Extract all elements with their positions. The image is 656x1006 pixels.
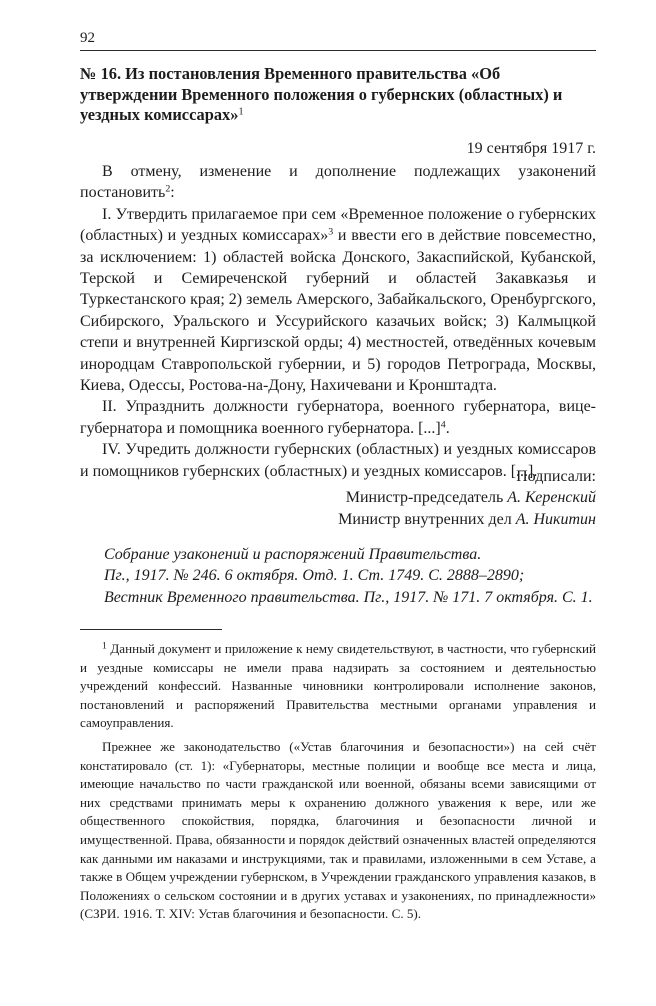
- document-body: [80, 161, 596, 482]
- title-footnote-ref[interactable]: 1: [238, 106, 244, 118]
- paragraph: [80, 396, 596, 439]
- signer-line: [338, 487, 596, 508]
- footnote-rule: [80, 629, 222, 630]
- signer-name: А. Керенский: [507, 489, 596, 507]
- footnote-ref[interactable]: 4: [440, 419, 446, 431]
- signer-name: А. Никитин: [515, 510, 596, 528]
- paragraph-text: II. Упразднить должности губернатора, военного губернатора, вице-губернатора и помощника военного губернатора. [...]: [80, 398, 596, 437]
- footnote-ref[interactable]: 2: [165, 183, 171, 195]
- signer-position: Министр-председатель: [345, 489, 508, 507]
- paragraph: [80, 161, 596, 204]
- footnote-ref[interactable]: 3: [328, 226, 334, 238]
- source-citation: [104, 544, 600, 608]
- footnote: [80, 738, 596, 924]
- footnote-text: Прежнее же законодательство («Устав благочиния и безопасности») на сей счёт констатировало (ст. 1): «Губернаторы, местные полиции и вообще все места и лица, имеющие начальство по части гражданской или военной, обязаны всеми зависящими от них средствами принимать меры к охранению должного уважения к вере, или же общественного спокойствия, порядка, благочиния и безопасности личной и имущественной. Права, обязанности и порядок действий означенных властей определяются как данными им наказами и инструкциями, так и правилами, изложенными в сем Уставе, а также в Общем учреждении губернском, в Учреждении гражданского управления казаков, в Положениях о сельском состоянии и в других уставах и узаконениях, по принадлежности» (СЗРИ. 1916. Т. XIV: Устав благочиния и безопасности. С. 5).: [80, 738, 596, 922]
- footnotes: [80, 640, 596, 929]
- document-date: 19 сентября 1917 г.: [466, 140, 596, 157]
- paragraph-text: IV. Учредить должности губернских (областных) и уездных комиссаров и помощников губернских (областных) и уездных комиссаров. [...].: [80, 441, 596, 480]
- paragraph-text: I. Утвердить прилагаемое при сем «Временное положение о губернских (областных) и уездных комиссарах»: [80, 205, 596, 245]
- paragraph-tail: :: [170, 184, 175, 202]
- document-title-text: № 16. Из постановления Временного правительства «Об утверждении Временного положения о губернских (областных) и уездных комиссарах»: [80, 64, 563, 124]
- footnote: [80, 640, 596, 733]
- signatures-label: Подписали:: [516, 468, 596, 485]
- document-title: [80, 64, 596, 126]
- footnote-text: Данный документ и приложение к нему свидетельствуют, в частности, что губернский и уездные комиссары не имели права надзирать за состоянием и деятельностью учреждений конфессий. Названные чиновники контролировали исполнение законов, постановлений и распоряжений Правительства местными органами управления и самоуправления.: [80, 641, 596, 731]
- signatures-block: [338, 466, 596, 530]
- source-line: Собрание узаконений и распоряжений Правительства.: [104, 546, 482, 563]
- signer-position: Министр внутренних дел: [338, 510, 516, 528]
- footnote-number: 1: [102, 640, 107, 652]
- paragraph: [80, 204, 596, 397]
- paragraph-tail: .: [445, 419, 450, 437]
- source-line: Пг., 1917. № 246. 6 октября. Отд. 1. Ст. 1749. С. 2888–2890;: [104, 567, 525, 585]
- source-line: Вестник Временного правительства. Пг., 1917. № 171. 7 октября. С. 1.: [104, 588, 593, 606]
- page-number: 92: [80, 30, 95, 46]
- paragraph-text: В отмену, изменение и дополнение подлежащих узаконений постановить: [80, 163, 596, 202]
- signer-line: [338, 509, 596, 530]
- paragraph-tail: и ввести его в действие повсеместно, за исключением: 1) областей войска Донского, Закаспийской, Кубанской, Терской и Семиреченской губерний и областей Закавказья и Туркестанского края; 2) земель Амерского, Забайкальского, Оренбургского, Сибирского, Уральского и Уссурийского казачьих войск; 3) Калмыцкой степи и внутренней Киргизской орды; 4) местностей, отведённых кочевым инородцам Ставропольской губернии, и 5) городов Петрограда, Москвы, Киева, Одессы, Ростова-на-Дону, Нахичевани и Кронштадта.: [80, 227, 597, 395]
- header-rule: [80, 50, 596, 51]
